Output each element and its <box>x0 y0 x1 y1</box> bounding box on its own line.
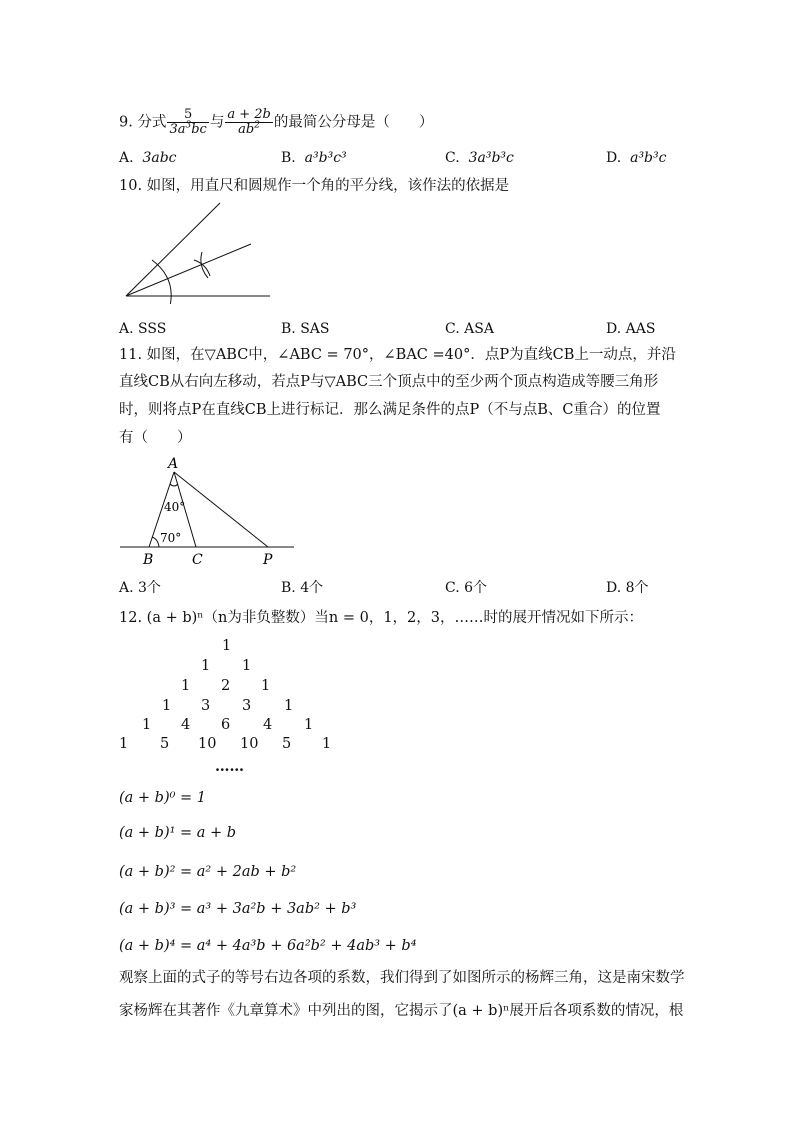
q9-frac1-den-exp: 3 <box>185 120 192 131</box>
q9-option-d-label: D. <box>606 150 622 166</box>
q10-angle-bisector-figure <box>120 198 280 304</box>
q12-paragraph-line-1: 观察上面的式子的等号右边各项的系数，我们得到了如图所示的杨辉三角，这是南宋数学 <box>119 970 685 986</box>
q11-angle-a-arc <box>170 484 178 486</box>
q9-option-c-label: C. <box>445 150 460 166</box>
q10-option-d[interactable] <box>606 321 655 337</box>
q10-stem: 10. 如图，用直尺和圆规作一个角的平分线，该作法的依据是 <box>119 178 510 194</box>
q10-option-c[interactable] <box>445 321 494 337</box>
triangle-r2-c2: 1 <box>261 678 271 694</box>
q9-option-b-text: a³b³c³ <box>304 150 347 166</box>
q10-option-b-text: SAS <box>300 321 330 337</box>
q9-frac1-denominator <box>167 120 208 137</box>
q11-line-2: 直线CB从右向左移动，若点P与▽ABC三个顶点中的至少两个顶点构造成等腰三角形 <box>119 374 659 390</box>
triangle-r3-c2: 3 <box>242 698 252 714</box>
expansion-1: (a + b)¹ = a + b <box>119 825 237 841</box>
triangle-r3-c3: 1 <box>284 698 294 714</box>
q11-option-b-label: B. <box>281 580 296 596</box>
q9-frac1-numerator: 5 <box>167 108 208 123</box>
triangle-r1-c0: 1 <box>201 658 211 674</box>
q9-frac1-den-a: 3a <box>169 122 186 137</box>
q9-option-a[interactable] <box>119 150 177 166</box>
expansion-2: (a + b)² = a² + 2ab + b² <box>119 864 297 880</box>
triangle-r3-c0: 1 <box>162 698 172 714</box>
q9-option-b[interactable] <box>281 150 347 166</box>
q9-option-a-label: A. <box>119 150 134 166</box>
expansion-4: (a + b)⁴ = a⁴ + 4a³b + 6a²b² + 4ab³ + b⁴ <box>119 938 417 954</box>
q11-option-d-label: D. <box>606 580 622 596</box>
q10-option-d-label: D. <box>606 321 622 337</box>
q10-option-c-label: C. <box>445 321 460 337</box>
expansion-0: (a + b)⁰ = 1 <box>119 790 207 806</box>
q11-option-a-text: 3个 <box>138 580 161 596</box>
triangle-r2-c1: 2 <box>221 678 231 694</box>
q11-option-b[interactable] <box>281 577 323 597</box>
q11-option-c-label: C. <box>445 580 460 596</box>
q12-paragraph-line-2: 家杨辉在其著作《九章算术》中列出的图，它揭示了(a + b)ⁿ展开后各项系数的情况，根 <box>119 1003 684 1019</box>
triangle-r3-c1: 3 <box>201 698 211 714</box>
q10-option-a-label: A. <box>119 321 134 337</box>
q11-label-a: A <box>168 456 179 472</box>
triangle-r4-c1: 4 <box>181 717 191 733</box>
triangle-r5-c0: 1 <box>119 736 129 752</box>
q9-option-a-text: 3abc <box>142 150 177 166</box>
triangle-r2-c0: 1 <box>181 678 191 694</box>
q10-upper-ray <box>126 203 220 296</box>
q9-stem <box>119 108 433 137</box>
q11-option-c[interactable] <box>445 577 487 597</box>
triangle-ellipsis: …… <box>215 758 244 775</box>
q12-intro: 12. (a + b)ⁿ（n为非负整数）当n = 0，1，2，3，……时的展开情况如下所示： <box>119 610 643 626</box>
triangle-r4-c4: 1 <box>304 717 314 733</box>
q9-option-c-text: 3a³b³c <box>468 150 514 166</box>
q10-option-a[interactable] <box>119 321 166 337</box>
triangle-r5-c1: 5 <box>160 736 170 752</box>
triangle-r4-c2: 6 <box>221 717 231 733</box>
q11-option-a[interactable] <box>119 577 161 597</box>
q9-frac2-den-a: ab <box>238 122 255 137</box>
triangle-r1-c1: 1 <box>242 658 252 674</box>
q11-angle-b-arc <box>152 537 159 547</box>
q11-option-a-label: A. <box>119 580 134 596</box>
q11-option-b-text: 4个 <box>300 580 324 596</box>
triangle-r5-c5: 1 <box>322 736 332 752</box>
q11-label-c: C <box>192 552 203 568</box>
q11-triangle-figure <box>118 455 300 570</box>
q11-angle-40: 40° <box>164 500 186 514</box>
q9-prefix: 分式 <box>137 114 167 131</box>
q10-compass-arc <box>152 260 171 304</box>
q9-fraction-2 <box>225 108 273 137</box>
q11-line-1: 11. 如图，在▽ABC中，∠ABC = 70°，∠BAC =40°．点P为直线CB上一动点，并沿 <box>119 347 676 363</box>
q9-number: 9. <box>119 114 133 131</box>
q11-option-c-text: 6个 <box>464 580 488 596</box>
q9-option-d[interactable] <box>606 150 666 166</box>
q11-label-p: P <box>263 552 273 568</box>
q9-option-c[interactable] <box>445 150 514 166</box>
q9-frac2-denominator <box>225 120 273 137</box>
triangle-r4-c3: 4 <box>263 717 273 733</box>
q9-frac2-den-exp: 2 <box>254 120 260 131</box>
q10-option-d-text: AAS <box>625 321 656 337</box>
q9-frac1-den-b: bc <box>191 122 207 137</box>
q11-line-3: 时，则将点P在直线CB上进行标记．那么满足条件的点P（不与点B、C重合）的位置 <box>119 402 661 418</box>
q11-label-b: B <box>143 552 154 568</box>
q11-line-4: 有（ ） <box>119 430 192 446</box>
triangle-r5-c2: 10 <box>198 736 217 752</box>
q10-option-c-text: ASA <box>464 321 494 337</box>
q9-frac2-numerator: a + 2b <box>227 107 271 122</box>
q9-option-d-text: a³b³c <box>630 150 667 166</box>
q9-conjunction: 与 <box>209 114 225 131</box>
q10-option-a-text: SSS <box>138 321 167 337</box>
q11-option-d[interactable] <box>606 577 649 597</box>
q10-option-b[interactable] <box>281 321 330 337</box>
triangle-r5-c4: 5 <box>282 736 292 752</box>
q11-option-d-text: 8个 <box>625 580 649 596</box>
triangle-r5-c3: 10 <box>240 736 259 752</box>
triangle-r4-c0: 1 <box>142 717 152 733</box>
q11-angle-70: 70° <box>160 531 182 545</box>
q10-option-b-label: B. <box>281 321 296 337</box>
q10-arc-mark-2 <box>201 252 208 278</box>
q9-fraction-1 <box>167 108 208 137</box>
triangle-r0-c0: 1 <box>222 638 232 654</box>
q9-option-b-label: B. <box>281 150 296 166</box>
q11-segment-ap <box>174 472 268 547</box>
q10-bisector-ray <box>126 244 251 296</box>
expansion-3: (a + b)³ = a³ + 3a²b + 3ab² + b³ <box>119 901 357 917</box>
q9-suffix: 的最简公分母是（ ） <box>273 114 434 131</box>
